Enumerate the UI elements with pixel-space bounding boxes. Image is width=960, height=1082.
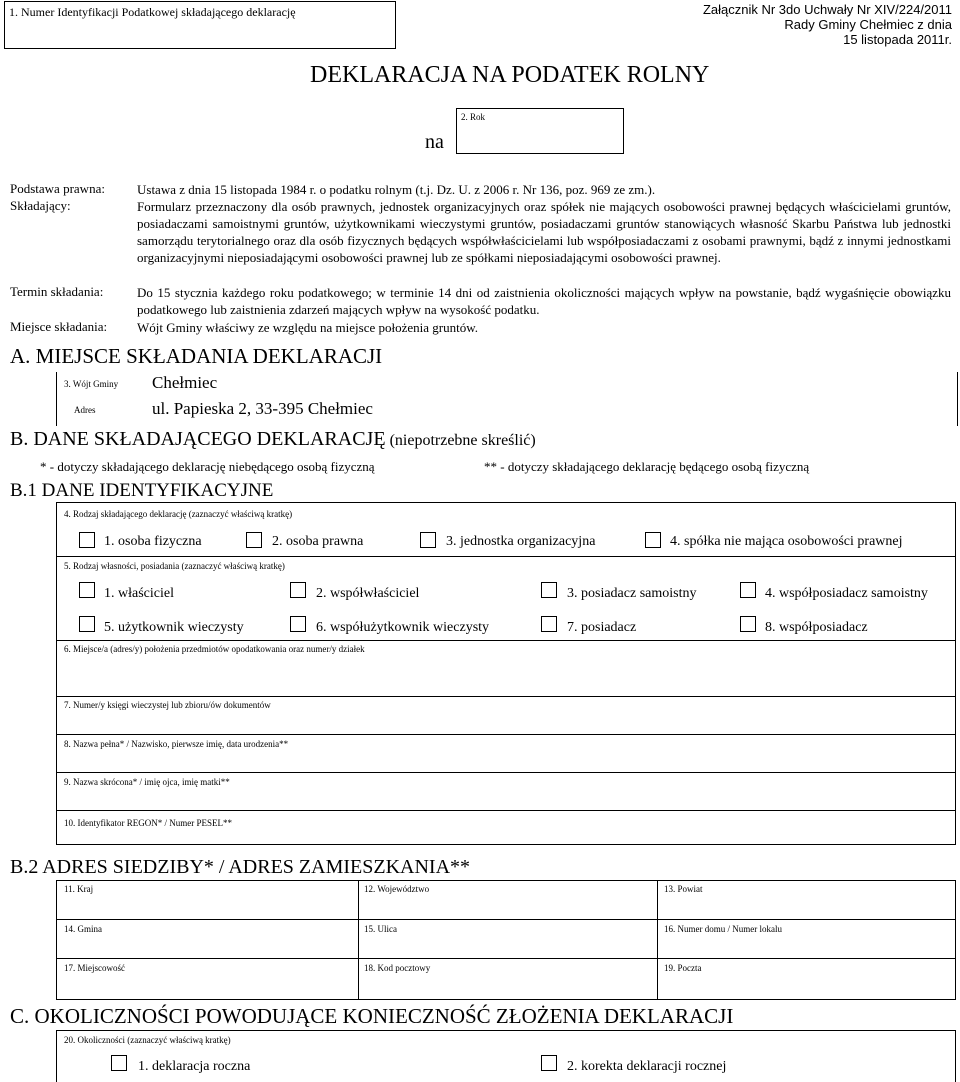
option-deklaracja-roczna: 1. deklaracja roczna	[138, 1059, 251, 1074]
nip-field[interactable]	[4, 1, 396, 49]
field-13-label: 13. Powiat	[664, 884, 703, 894]
field-5-label: 5. Rodzaj własności, posiadania (zaznaczyć właściwą kratkę)	[64, 561, 285, 571]
field-18-label: 18. Kod pocztowy	[364, 963, 431, 973]
page-title: DEKLARACJA NA PODATEK ROLNY	[310, 62, 710, 88]
field-14-input[interactable]	[57, 920, 357, 958]
field-19-input[interactable]	[658, 959, 955, 999]
field-12-label: 12. Województwo	[364, 884, 430, 894]
option-posiadacz-samoistny: 3. posiadacz samoistny	[567, 586, 697, 601]
option-uzytkownik-wieczysty: 5. użytkownik wieczysty	[104, 620, 244, 635]
deadline-text: Do 15 stycznia każdego roku podatkowego; w terminie 14 dni od zaistnienia okoliczności mających wpływ na powstanie, bądź wygaśnięcie obowiązku podatkowego lub zaistnienia zdarzeń mających wpływ na wysokość podatku.	[137, 285, 951, 317]
checkbox-uzytkownik-wieczysty[interactable]	[79, 616, 95, 632]
field-9-label: 9. Nazwa skrócona* / imię ojca, imię matki**	[64, 777, 230, 787]
field-10-label: 10. Identyfikator REGON* / Numer PESEL**	[64, 818, 232, 828]
address-value: ul. Papieska 2, 33-395 Chełmiec	[152, 399, 373, 418]
option-korekta-deklaracji: 2. korekta deklaracji rocznej	[567, 1059, 727, 1074]
checkbox-osoba-prawna[interactable]	[246, 532, 262, 548]
filer-text: Formularz przeznaczony dla osób prawnych, jednostek organizacyjnych oraz spółek nie mających osobowości prawnej będących właścicielami gruntów, posiadaczami samoistnymi gruntów, użytkownikami wieczystymi gruntów, posiadaczami gruntów stanowiących własność Skarbu Państwa lub jednostki samorządu terytorialnego oraz dla osób fizycznych będących współwłaścicielami lub współposiadaczami z osobami prawnymi, bądź z innymi jednostkami organizacyjnymi nieposiadającymi osobowości prawnej lub ze spółkami nieposiadającymi osobowości prawnej.	[137, 199, 951, 265]
checkbox-wspoluzytkownik-wieczysty[interactable]	[290, 616, 306, 632]
checkbox-spolka[interactable]	[645, 532, 661, 548]
field-14-label: 14. Gmina	[64, 924, 102, 934]
attachment-line-3: 15 listopada 2011r.	[843, 32, 952, 47]
divider	[56, 556, 956, 557]
checkbox-osoba-fizyczna[interactable]	[79, 532, 95, 548]
field-15-label: 15. Ulica	[364, 924, 397, 934]
divider	[56, 844, 956, 845]
year-field[interactable]	[456, 108, 624, 154]
year-field-label: 2. Rok	[461, 112, 486, 122]
field-15-input[interactable]	[359, 920, 656, 958]
nip-field-label: 1. Numer Identyfikacji Podatkowej składającego deklarację	[9, 5, 296, 19]
place-label: Miejsce składania:	[10, 319, 108, 334]
checkbox-wspolposiadacz[interactable]	[740, 616, 756, 632]
option-wspolwlasciciel: 2. współwłaściciel	[316, 586, 420, 601]
place-text: Wójt Gminy właściwy ze względu na miejsce położenia gruntów.	[137, 320, 479, 335]
section-b-header	[10, 428, 536, 451]
b2-title: B.2 ADRES SIEDZIBY* / ADRES ZAMIESZKANIA**	[10, 856, 471, 878]
field-17-label: 17. Miejscowość	[64, 963, 125, 973]
option-wspolposiadacz-samoistny: 4. współposiadacz samoistny	[765, 586, 928, 601]
option-wspoluzytkownik-wieczysty: 6. współużytkownik wieczysty	[316, 620, 490, 635]
field-19-label: 19. Poczta	[664, 963, 702, 973]
checkbox-wlasciciel[interactable]	[79, 582, 95, 598]
option-jednostka-organizacyjna: 3. jednostka organizacyjna	[446, 534, 596, 549]
option-posiadacz: 7. posiadacz	[567, 620, 637, 635]
checkbox-deklaracja-roczna[interactable]	[111, 1055, 127, 1071]
checkbox-jednostka-organizacyjna[interactable]	[420, 532, 436, 548]
option-spolka: 4. spółka nie mająca osobowości prawnej	[670, 534, 903, 549]
note-legal-person: * - dotyczy składającego deklarację niebędącego osobą fizyczną	[40, 459, 375, 474]
field-7-label: 7. Numer/y księgi wieczystej lub zbioru/ów dokumentów	[64, 700, 271, 710]
field-16-label: 16. Numer domu / Numer lokalu	[664, 924, 782, 934]
attachment-line-2: Rady Gminy Chełmiec z dnia	[784, 17, 952, 32]
field-6-label: 6. Miejsce/a (adres/y) położenia przedmiotów opodatkowania oraz numer/y działek	[64, 644, 365, 654]
basis-text: Ustawa z dnia 15 listopada 1984 r. o podatku rolnym (t.j. Dz. U. z 2006 r. Nr 136, poz. 969 ze zm.).	[137, 182, 656, 197]
checkbox-wspolposiadacz-samoistny[interactable]	[740, 582, 756, 598]
year-prefix: na	[425, 131, 444, 153]
checkbox-korekta-deklaracji[interactable]	[541, 1055, 557, 1071]
b1-title: B.1 DANE IDENTYFIKACYJNE	[10, 480, 274, 501]
attachment-note	[703, 2, 952, 47]
option-osoba-fizyczna: 1. osoba fizyczna	[104, 534, 202, 549]
field-11-input[interactable]	[57, 881, 357, 919]
section-c-title: C. OKOLICZNOŚCI POWODUJĄCE KONIECZNOŚĆ ZŁOŻENIA DEKLARACJI	[10, 1004, 734, 1028]
wojt-label: 3. Wójt Gminy	[64, 379, 119, 389]
checkbox-posiadacz-samoistny[interactable]	[541, 582, 557, 598]
section-b-note: (niepotrzebne skreślić)	[389, 432, 536, 449]
option-osoba-prawna: 2. osoba prawna	[272, 534, 364, 549]
field-11-label: 11. Kraj	[64, 884, 94, 894]
basis-label: Podstawa prawna:	[10, 181, 105, 196]
checkbox-posiadacz[interactable]	[541, 616, 557, 632]
address-label: Adres	[74, 405, 96, 415]
filer-label: Składający:	[10, 198, 71, 213]
field-8-label: 8. Nazwa pełna* / Nazwisko, pierwsze imię, data urodzenia**	[64, 739, 289, 749]
note-natural-person: ** - dotyczy składającego deklarację będącego osobą fizyczną	[484, 459, 810, 474]
section-b-title: B. DANE SKŁADAJĄCEGO DEKLARACJĘ	[10, 428, 386, 450]
field-4-label: 4. Rodzaj składającego deklarację (zaznaczyć właściwą kratkę)	[64, 509, 293, 519]
field-20-label: 20. Okoliczności (zaznaczyć właściwą kratkę)	[64, 1035, 231, 1045]
option-wlasciciel: 1. właściciel	[104, 586, 174, 601]
wojt-value: Chełmiec	[152, 373, 218, 392]
attachment-line-1: Załącznik Nr 3do Uchwały Nr XIV/224/2011	[702, 2, 952, 17]
option-wspolposiadacz: 8. współposiadacz	[765, 620, 868, 635]
checkbox-wspolwlasciciel[interactable]	[290, 582, 306, 598]
deadline-label: Termin składania:	[10, 284, 104, 299]
section-a-title: A. MIEJSCE SKŁADANIA DEKLARACJI	[10, 344, 383, 368]
